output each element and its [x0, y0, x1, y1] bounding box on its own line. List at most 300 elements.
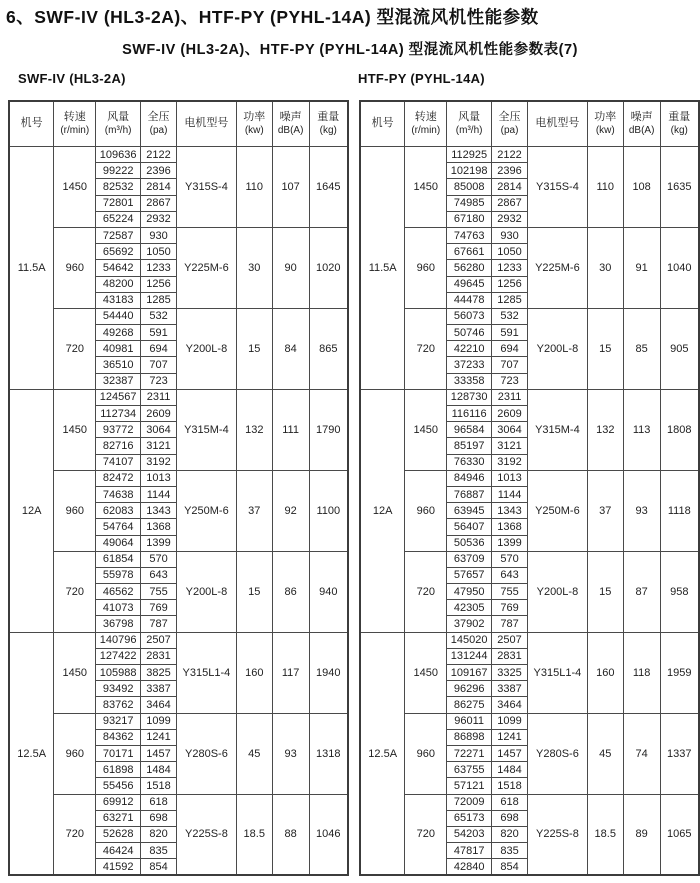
pressure-cell: 1457	[492, 745, 528, 761]
column-header	[447, 101, 492, 147]
pressure-cell: 1285	[492, 292, 528, 308]
flow-cell: 49268	[96, 325, 141, 341]
noise-cell: 85	[623, 308, 660, 389]
flow-cell: 42210	[447, 341, 492, 357]
noise-cell: 117	[272, 632, 309, 713]
pressure-cell: 2867	[141, 195, 177, 211]
column-header	[360, 101, 405, 147]
pressure-cell: 820	[141, 826, 177, 842]
tables-container	[8, 100, 700, 876]
pressure-cell: 3121	[492, 438, 528, 454]
flow-cell: 57121	[447, 778, 492, 794]
pressure-cell: 3825	[141, 665, 177, 681]
column-header	[54, 101, 96, 147]
pressure-cell: 570	[492, 551, 528, 567]
table-swf-iv	[8, 100, 349, 876]
motor-cell: Y200L-8	[176, 308, 236, 389]
power-cell: 37	[587, 470, 623, 551]
weight-cell: 1046	[309, 794, 348, 875]
flow-cell: 72587	[96, 227, 141, 243]
motor-cell: Y315M-4	[527, 389, 587, 470]
flow-cell: 54764	[96, 519, 141, 535]
power-cell: 132	[236, 389, 272, 470]
column-header-line2: dB(A)	[628, 124, 655, 136]
power-cell: 110	[587, 147, 623, 228]
flow-cell: 42840	[447, 859, 492, 876]
column-header	[9, 101, 54, 147]
flow-cell: 48200	[96, 276, 141, 292]
rpm-cell: 960	[54, 470, 96, 551]
flow-cell: 84362	[96, 729, 141, 745]
pressure-cell: 1233	[492, 260, 528, 276]
flow-cell: 56073	[447, 308, 492, 324]
weight-cell: 1020	[309, 227, 348, 308]
pressure-cell: 1050	[141, 244, 177, 260]
pressure-cell: 1050	[492, 244, 528, 260]
pressure-cell: 2609	[492, 406, 528, 422]
flow-cell: 116116	[447, 406, 492, 422]
pressure-cell: 618	[141, 794, 177, 810]
pressure-cell: 2867	[492, 195, 528, 211]
pressure-cell: 3192	[141, 454, 177, 470]
motor-cell: Y315L1-4	[176, 632, 236, 713]
noise-cell: 90	[272, 227, 309, 308]
flow-cell: 50536	[447, 535, 492, 551]
pressure-cell: 698	[492, 810, 528, 826]
flow-cell: 40981	[96, 341, 141, 357]
pressure-cell: 591	[492, 325, 528, 341]
flow-cell: 105988	[96, 665, 141, 681]
weight-cell: 1100	[309, 470, 348, 551]
column-header-line1: 噪声	[279, 110, 302, 123]
flow-cell: 36798	[96, 616, 141, 632]
flow-cell: 93772	[96, 422, 141, 438]
column-header-line2: (kw)	[595, 124, 615, 136]
weight-cell: 1940	[309, 632, 348, 713]
table-captions	[8, 71, 700, 86]
pressure-cell: 1484	[141, 762, 177, 778]
flow-cell: 52628	[96, 826, 141, 842]
pressure-cell: 1233	[141, 260, 177, 276]
pressure-cell: 854	[492, 859, 528, 876]
rpm-cell: 960	[54, 713, 96, 794]
flow-cell: 49645	[447, 276, 492, 292]
pressure-cell: 698	[141, 810, 177, 826]
pressure-cell: 1518	[492, 778, 528, 794]
column-header-line1: 电机型号	[535, 117, 580, 130]
table-row	[9, 632, 348, 648]
column-header	[96, 101, 141, 147]
left-table-caption: SWF-IV (HL3-2A)	[18, 71, 126, 86]
pressure-cell: 2122	[141, 147, 177, 163]
model-cell: 12A	[360, 389, 405, 632]
flow-cell: 96011	[447, 713, 492, 729]
flow-cell: 63755	[447, 762, 492, 778]
model-cell: 11.5A	[9, 147, 54, 390]
table-row	[360, 551, 699, 567]
motor-cell: Y250M-6	[527, 470, 587, 551]
pressure-cell: 2396	[141, 163, 177, 179]
flow-cell: 55978	[96, 567, 141, 583]
weight-cell: 1337	[660, 713, 699, 794]
pressure-cell: 2311	[141, 389, 177, 405]
table-row	[9, 470, 348, 486]
noise-cell: 87	[623, 551, 660, 632]
header-row	[360, 101, 699, 147]
pressure-cell: 1099	[492, 713, 528, 729]
pressure-cell: 2507	[492, 632, 528, 648]
flow-cell: 32387	[96, 373, 141, 389]
pressure-cell: 820	[492, 826, 528, 842]
pressure-cell: 643	[492, 567, 528, 583]
noise-cell: 88	[272, 794, 309, 875]
pressure-cell: 2831	[141, 648, 177, 664]
column-header	[309, 101, 348, 147]
power-cell: 30	[587, 227, 623, 308]
pressure-cell: 532	[141, 308, 177, 324]
power-cell: 110	[236, 147, 272, 228]
pressure-cell: 1241	[141, 729, 177, 745]
motor-cell: Y315L1-4	[527, 632, 587, 713]
motor-cell: Y200L-8	[176, 551, 236, 632]
flow-cell: 54642	[96, 260, 141, 276]
rpm-cell: 720	[54, 551, 96, 632]
rpm-cell: 960	[54, 227, 96, 308]
weight-cell: 1959	[660, 632, 699, 713]
noise-cell: 118	[623, 632, 660, 713]
noise-cell: 93	[272, 713, 309, 794]
flow-cell: 62083	[96, 503, 141, 519]
flow-cell: 76330	[447, 454, 492, 470]
power-cell: 160	[587, 632, 623, 713]
noise-cell: 107	[272, 147, 309, 228]
motor-cell: Y250M-6	[176, 470, 236, 551]
flow-cell: 76887	[447, 486, 492, 502]
flow-cell: 72009	[447, 794, 492, 810]
weight-cell: 940	[309, 551, 348, 632]
flow-cell: 54203	[447, 826, 492, 842]
flow-cell: 61898	[96, 762, 141, 778]
pressure-cell: 1144	[141, 486, 177, 502]
weight-cell: 1065	[660, 794, 699, 875]
flow-cell: 63271	[96, 810, 141, 826]
column-header	[660, 101, 699, 147]
pressure-cell: 1285	[141, 292, 177, 308]
table-row	[360, 389, 699, 405]
rpm-cell: 1450	[54, 147, 96, 228]
column-header	[587, 101, 623, 147]
rpm-cell: 720	[54, 794, 96, 875]
column-header	[272, 101, 309, 147]
power-cell: 15	[236, 551, 272, 632]
pressure-cell: 1256	[492, 276, 528, 292]
table-row	[360, 794, 699, 810]
flow-cell: 74638	[96, 486, 141, 502]
weight-cell: 958	[660, 551, 699, 632]
pressure-cell: 3464	[141, 697, 177, 713]
column-header-line2: (pa)	[149, 124, 168, 136]
table-row	[9, 551, 348, 567]
flow-cell: 109636	[96, 147, 141, 163]
flow-cell: 50746	[447, 325, 492, 341]
table-row	[360, 632, 699, 648]
table-row	[360, 308, 699, 324]
motor-cell: Y315M-4	[176, 389, 236, 470]
pressure-cell: 723	[141, 373, 177, 389]
flow-cell: 74107	[96, 454, 141, 470]
weight-cell: 1808	[660, 389, 699, 470]
flow-cell: 124567	[96, 389, 141, 405]
flow-cell: 74985	[447, 195, 492, 211]
flow-cell: 61854	[96, 551, 141, 567]
flow-cell: 82716	[96, 438, 141, 454]
flow-cell: 86898	[447, 729, 492, 745]
weight-cell: 1645	[309, 147, 348, 228]
column-header-line2: dB(A)	[277, 124, 304, 136]
table-row	[9, 389, 348, 405]
flow-cell: 44478	[447, 292, 492, 308]
flow-cell: 93492	[96, 681, 141, 697]
rpm-cell: 720	[405, 551, 447, 632]
weight-cell: 1318	[309, 713, 348, 794]
flow-cell: 67661	[447, 244, 492, 260]
weight-cell: 865	[309, 308, 348, 389]
flow-cell: 56280	[447, 260, 492, 276]
pressure-cell: 2932	[141, 211, 177, 227]
weight-cell: 1790	[309, 389, 348, 470]
pressure-cell: 769	[141, 600, 177, 616]
pressure-cell: 1368	[492, 519, 528, 535]
flow-cell: 131244	[447, 648, 492, 664]
flow-cell: 47950	[447, 584, 492, 600]
column-header-line1: 噪声	[630, 110, 653, 123]
column-header-line1: 转速	[63, 110, 86, 123]
rpm-cell: 720	[405, 308, 447, 389]
motor-cell: Y225M-6	[527, 227, 587, 308]
pressure-cell: 1518	[141, 778, 177, 794]
table-htf-py	[359, 100, 700, 876]
power-cell: 18.5	[236, 794, 272, 875]
column-header	[236, 101, 272, 147]
column-header	[623, 101, 660, 147]
rpm-cell: 1450	[405, 389, 447, 470]
pressure-cell: 769	[492, 600, 528, 616]
flow-cell: 49064	[96, 535, 141, 551]
pressure-cell: 3464	[492, 697, 528, 713]
noise-cell: 93	[623, 470, 660, 551]
pressure-cell: 3064	[492, 422, 528, 438]
column-header-line1: 全压	[498, 110, 521, 123]
pressure-cell: 1144	[492, 486, 528, 502]
column-header-line1: 功率	[243, 110, 266, 123]
flow-cell: 83762	[96, 697, 141, 713]
table-row	[360, 470, 699, 486]
motor-cell: Y200L-8	[527, 551, 587, 632]
pressure-cell: 2932	[492, 211, 528, 227]
flow-cell: 74763	[447, 227, 492, 243]
table-row	[9, 227, 348, 243]
flow-cell: 109167	[447, 665, 492, 681]
noise-cell: 113	[623, 389, 660, 470]
pressure-cell: 694	[492, 341, 528, 357]
power-cell: 45	[236, 713, 272, 794]
rpm-cell: 960	[405, 227, 447, 308]
pressure-cell: 3121	[141, 438, 177, 454]
flow-cell: 43183	[96, 292, 141, 308]
motor-cell: Y225M-6	[176, 227, 236, 308]
weight-cell: 1040	[660, 227, 699, 308]
column-header-line1: 机号	[20, 117, 43, 130]
document-page	[0, 4, 700, 883]
pressure-cell: 787	[141, 616, 177, 632]
pressure-cell: 1241	[492, 729, 528, 745]
flow-cell: 82472	[96, 470, 141, 486]
column-header-line2: (m³/h)	[104, 124, 132, 136]
pressure-cell: 1343	[492, 503, 528, 519]
pressure-cell: 591	[141, 325, 177, 341]
motor-cell: Y225S-8	[176, 794, 236, 875]
flow-cell: 72271	[447, 745, 492, 761]
flow-cell: 56407	[447, 519, 492, 535]
model-cell: 12.5A	[360, 632, 405, 875]
pressure-cell: 694	[141, 341, 177, 357]
column-header-line1: 重量	[317, 110, 340, 123]
column-header-line2: (r/min)	[60, 124, 90, 136]
table-row	[9, 308, 348, 324]
pressure-cell: 1099	[141, 713, 177, 729]
pressure-cell: 2831	[492, 648, 528, 664]
pressure-cell: 2814	[492, 179, 528, 195]
column-header-line2: (pa)	[500, 124, 519, 136]
flow-cell: 72801	[96, 195, 141, 211]
flow-cell: 67180	[447, 211, 492, 227]
pressure-cell: 787	[492, 616, 528, 632]
column-header-line1: 转速	[414, 110, 437, 123]
column-header-line2: (kg)	[670, 124, 688, 136]
motor-cell: Y200L-8	[527, 308, 587, 389]
flow-cell: 55456	[96, 778, 141, 794]
motor-cell: Y280S-6	[176, 713, 236, 794]
pressure-cell: 2507	[141, 632, 177, 648]
flow-cell: 82532	[96, 179, 141, 195]
pressure-cell: 707	[492, 357, 528, 373]
pressure-cell: 618	[492, 794, 528, 810]
pressure-cell: 2311	[492, 389, 528, 405]
pressure-cell: 3325	[492, 665, 528, 681]
rpm-cell: 720	[54, 308, 96, 389]
power-cell: 160	[236, 632, 272, 713]
flow-cell: 140796	[96, 632, 141, 648]
flow-cell: 85008	[447, 179, 492, 195]
rpm-cell: 960	[405, 713, 447, 794]
column-header	[527, 101, 587, 147]
pressure-cell: 930	[141, 227, 177, 243]
table-row	[360, 227, 699, 243]
flow-cell: 96296	[447, 681, 492, 697]
pressure-cell: 3192	[492, 454, 528, 470]
power-cell: 30	[236, 227, 272, 308]
column-header-line1: 风量	[458, 110, 481, 123]
flow-cell: 65692	[96, 244, 141, 260]
flow-cell: 42305	[447, 600, 492, 616]
flow-cell: 54440	[96, 308, 141, 324]
rpm-cell: 1450	[54, 632, 96, 713]
column-header	[405, 101, 447, 147]
noise-cell: 91	[623, 227, 660, 308]
column-header-line2: (m³/h)	[455, 124, 483, 136]
header-row	[9, 101, 348, 147]
pressure-cell: 1399	[492, 535, 528, 551]
flow-cell: 33358	[447, 373, 492, 389]
rpm-cell: 960	[405, 470, 447, 551]
motor-cell: Y280S-6	[527, 713, 587, 794]
pressure-cell: 1457	[141, 745, 177, 761]
pressure-cell: 755	[492, 584, 528, 600]
weight-cell: 1635	[660, 147, 699, 228]
flow-cell: 65224	[96, 211, 141, 227]
power-cell: 45	[587, 713, 623, 794]
flow-cell: 47817	[447, 843, 492, 859]
table-row	[9, 794, 348, 810]
flow-cell: 85197	[447, 438, 492, 454]
rpm-cell: 720	[405, 794, 447, 875]
noise-cell: 86	[272, 551, 309, 632]
model-cell: 12.5A	[9, 632, 54, 875]
motor-cell: Y225S-8	[527, 794, 587, 875]
pressure-cell: 1256	[141, 276, 177, 292]
table-row	[360, 713, 699, 729]
pressure-cell: 930	[492, 227, 528, 243]
flow-cell: 41592	[96, 859, 141, 876]
noise-cell: 108	[623, 147, 660, 228]
flow-cell: 93217	[96, 713, 141, 729]
column-header	[141, 101, 177, 147]
noise-cell: 74	[623, 713, 660, 794]
column-header-line1: 风量	[107, 110, 130, 123]
rpm-cell: 1450	[405, 147, 447, 228]
flow-cell: 37902	[447, 616, 492, 632]
power-cell: 37	[236, 470, 272, 551]
flow-cell: 65173	[447, 810, 492, 826]
pressure-cell: 835	[492, 843, 528, 859]
flow-cell: 57657	[447, 567, 492, 583]
flow-cell: 102198	[447, 163, 492, 179]
pressure-cell: 1013	[492, 470, 528, 486]
pressure-cell: 2396	[492, 163, 528, 179]
flow-cell: 99222	[96, 163, 141, 179]
pressure-cell: 755	[141, 584, 177, 600]
noise-cell: 89	[623, 794, 660, 875]
power-cell: 15	[236, 308, 272, 389]
flow-cell: 63709	[447, 551, 492, 567]
model-cell: 12A	[9, 389, 54, 632]
flow-cell: 63945	[447, 503, 492, 519]
pressure-cell: 835	[141, 843, 177, 859]
power-cell: 132	[587, 389, 623, 470]
pressure-cell: 2814	[141, 179, 177, 195]
column-header-line2: (kw)	[244, 124, 264, 136]
pressure-cell: 1368	[141, 519, 177, 535]
weight-cell: 1118	[660, 470, 699, 551]
flow-cell: 69912	[96, 794, 141, 810]
pressure-cell: 723	[492, 373, 528, 389]
flow-cell: 112734	[96, 406, 141, 422]
rpm-cell: 1450	[54, 389, 96, 470]
flow-cell: 86275	[447, 697, 492, 713]
page-title: 6、SWF-IV (HL3-2A)、HTF-PY (PYHL-14A) 型混流风机性能参数	[6, 7, 539, 27]
pressure-cell: 3387	[141, 681, 177, 697]
pressure-cell: 1013	[141, 470, 177, 486]
